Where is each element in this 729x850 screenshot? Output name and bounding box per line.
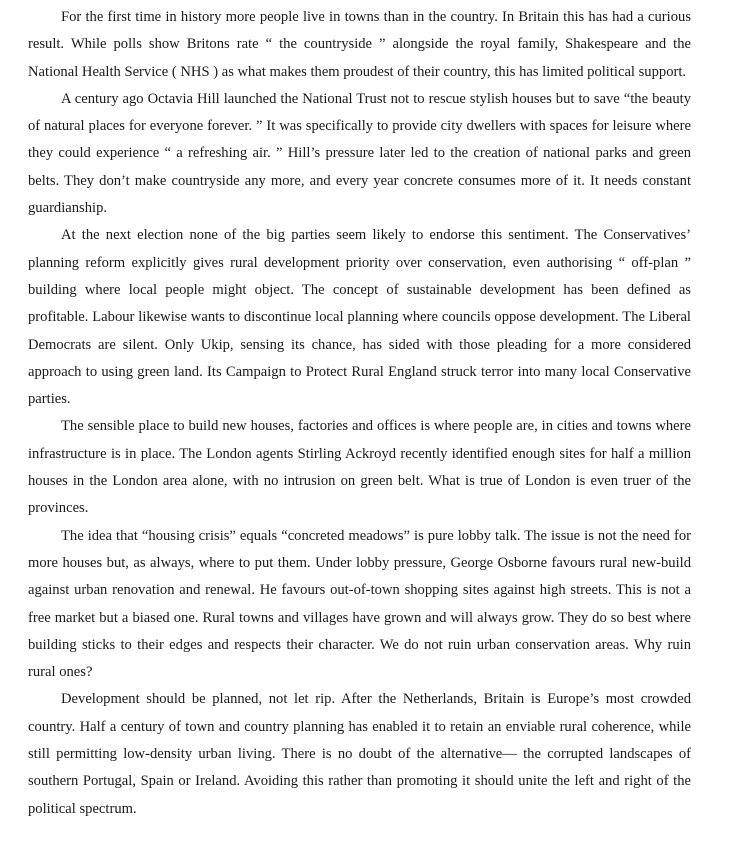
paragraph-2: A century ago Octavia Hill launched the National Trust not to rescue stylish houses but to save “the beauty of natural places for everyone forever. ” It was specifically to provide city dwellers with spaces for leisure where they could experience “ a refreshing air. ” Hill’s pressure later led to the creation of national parks and green belts. They don’t make countryside any more, and every year concrete consumes more of it. It needs constant guardianship. [28,90,691,217]
paragraph-5: The idea that “housing crisis” equals “concreted meadows” is pure lobby talk. The issue is not the need for more houses but, as always, where to put them. Under lobby pressure, George Osborne favours rural new-build against urban renovation and renewal. He favours out-of-town shopping sites against high streets. This is not a free market but a biased one. Rural towns and villages have grown and will always grow. They do so best where building sticks to their edges and respects their character. We do not ruin urban conservation areas. Why ruin rural ones? [28,527,691,681]
paragraph-6: Development should be planned, not let rip. After the Netherlands, Britain is Europe’s most crowded country. Half a century of town and country planning has enabled it to retain an enviable rural coherence, while still permitting low-density urban living. There is no doubt of the alternative— the corrupted landscapes of southern Portugal, Spain or Ireland. Avoiding this rather than promoting it should unite the left and right of the political spectrum. [28,691,691,817]
paragraph-3: At the next election none of the big parties seem likely to endorse this sentiment. The Conservatives’ planning reform explicitly gives rural development priority over conservation, even authorising “ off-plan ” building where local people might object. The concept of sustainable development has been defined as profitable. Labour likewise wants to discontinue local planning where councils oppose development. The Liberal Democrats are silent. Only Ukip, sensing its chance, has sided with those pleading for a more considered approach to using green land. Its Campaign to Protect Rural England struck terror into many local Conservative parties. [28,227,691,408]
paragraph-1: For the first time in history more people live in towns than in the country. In Britain this has had a curious result. While polls show Britons rate “ the countryside ” alongside the royal family, Shakespeare and the National Health Service ( NHS ) as what makes them proudest of their country, this has limited political support. [28,9,691,80]
paragraph-4: The sensible place to build new houses, factories and offices is where people are, in cities and towns where infrastructure is in place. The London agents Stirling Ackroyd recently identified enough sites for half a million houses in the London area alone, with no intrusion on green belt. What is true of London is even truer of the provinces. [28,418,691,517]
